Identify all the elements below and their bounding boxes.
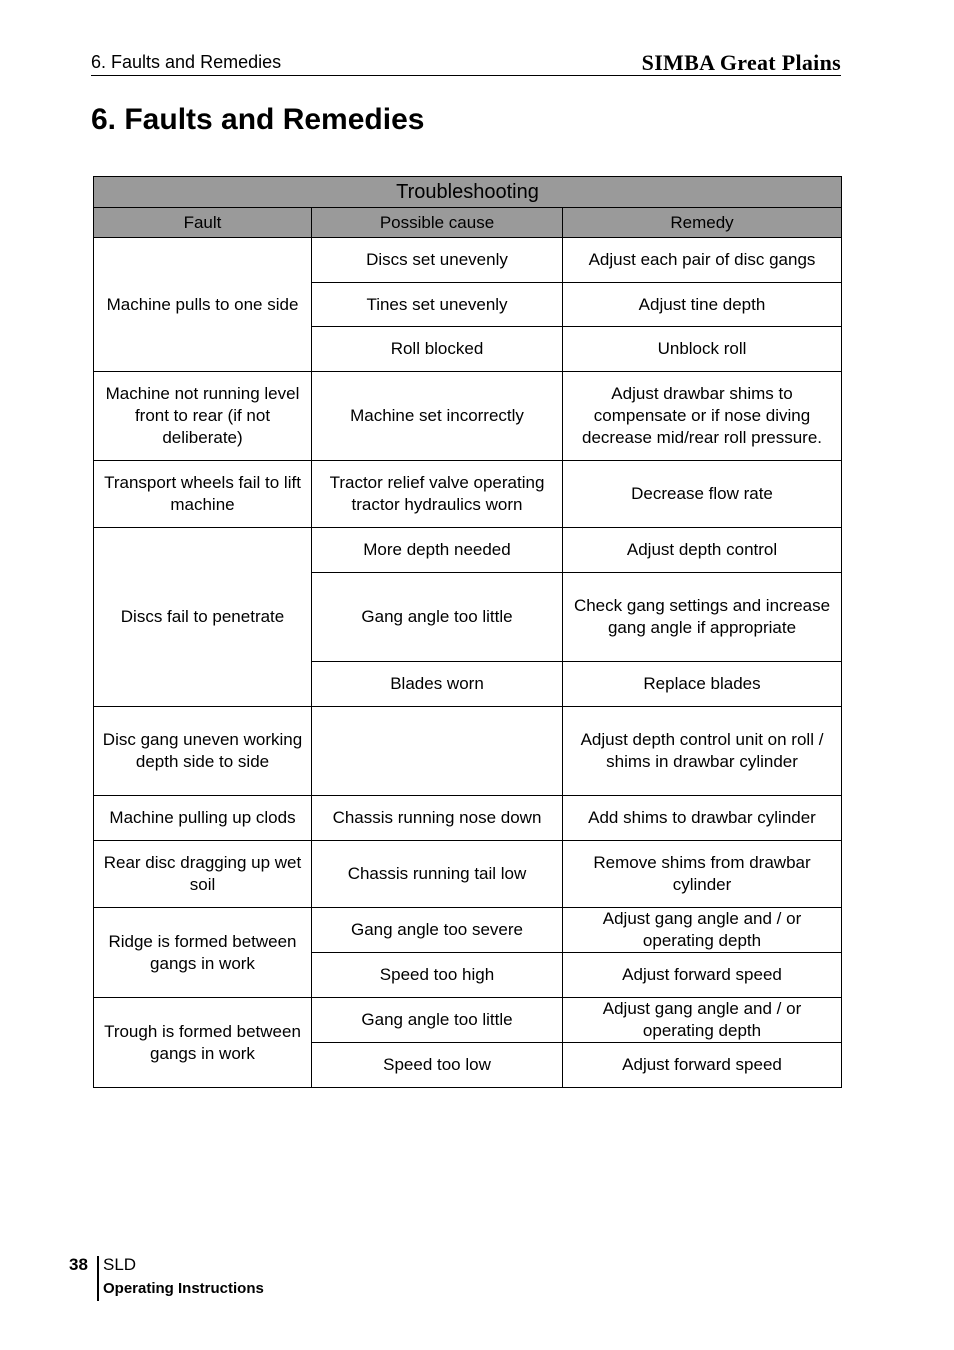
table-row [94, 528, 842, 573]
page-title: 6. Faults and Remedies [91, 103, 425, 136]
table-caption: Troubleshooting [94, 177, 842, 208]
footer-divider [97, 1256, 99, 1301]
cause-cell: Blades worn [312, 662, 563, 707]
cause-cell: Chassis running nose down [312, 796, 563, 841]
remedy-cell: Adjust tine depth [563, 283, 842, 327]
troubleshooting-table [93, 176, 842, 1088]
column-header-remedy: Remedy [563, 208, 842, 238]
remedy-cell: Adjust drawbar shims to compensate or if nose diving decrease mid/rear roll pressure. [563, 372, 842, 461]
table-row [94, 707, 842, 796]
remedy-cell: Adjust forward speed [563, 1043, 842, 1088]
fault-cell: Machine pulling up clods [94, 796, 312, 841]
table-row [94, 372, 842, 461]
fault-cell: Disc gang uneven working depth side to side [94, 707, 312, 796]
cause-cell: Speed too high [312, 953, 563, 998]
remedy-cell: Adjust gang angle and / or operating depth [563, 908, 842, 953]
cause-cell: Gang angle too little [312, 573, 563, 662]
remedy-cell: Adjust gang angle and / or operating depth [563, 998, 842, 1043]
page-number: 38 [69, 1255, 88, 1274]
fault-cell: Rear disc dragging up wet soil [94, 841, 312, 908]
cause-cell: Discs set unevenly [312, 238, 563, 283]
remedy-cell: Remove shims from drawbar cylinder [563, 841, 842, 908]
running-header: 6. Faults and Remedies [91, 52, 282, 72]
table-row [94, 238, 842, 283]
remedy-cell: Check gang settings and increase gang angle if appropriate [563, 573, 842, 662]
table-row [94, 796, 842, 841]
fault-cell: Ridge is formed between gangs in work [94, 908, 312, 998]
footer-model: SLD [103, 1255, 137, 1274]
cause-cell: Gang angle too little [312, 998, 563, 1043]
fault-cell: Machine not running level front to rear (if not deliberate) [94, 372, 312, 461]
cause-cell: Tines set unevenly [312, 283, 563, 327]
brand-logo: SIMBA Great Plains [641, 50, 841, 75]
fault-cell: Trough is formed between gangs in work [94, 998, 312, 1088]
table-row [94, 461, 842, 528]
cause-cell: Machine set incorrectly [312, 372, 563, 461]
column-header-fault: Fault [94, 208, 312, 238]
remedy-cell: Adjust depth control unit on roll / shims in drawbar cylinder [563, 707, 842, 796]
cause-cell [312, 707, 563, 796]
cause-cell: More depth needed [312, 528, 563, 573]
cause-cell: Chassis running tail low [312, 841, 563, 908]
cause-cell: Speed too low [312, 1043, 563, 1088]
remedy-cell: Adjust forward speed [563, 953, 842, 998]
footer-doc-type: Operating Instructions [103, 1280, 264, 1297]
remedy-cell: Adjust each pair of disc gangs [563, 238, 842, 283]
remedy-cell: Add shims to drawbar cylinder [563, 796, 842, 841]
table-row [94, 998, 842, 1043]
remedy-cell: Decrease flow rate [563, 461, 842, 528]
table-row [94, 908, 842, 953]
remedy-cell: Replace blades [563, 662, 842, 707]
cause-cell: Gang angle too severe [312, 908, 563, 953]
remedy-cell: Unblock roll [563, 327, 842, 372]
remedy-cell: Adjust depth control [563, 528, 842, 573]
fault-cell: Machine pulls to one side [94, 238, 312, 372]
fault-cell: Discs fail to penetrate [94, 528, 312, 707]
cause-cell: Tractor relief valve operating tractor hydraulics worn [312, 461, 563, 528]
fault-cell: Transport wheels fail to lift machine [94, 461, 312, 528]
cause-cell: Roll blocked [312, 327, 563, 372]
column-header-cause: Possible cause [312, 208, 563, 238]
header-divider [91, 75, 841, 76]
table-row [94, 841, 842, 908]
